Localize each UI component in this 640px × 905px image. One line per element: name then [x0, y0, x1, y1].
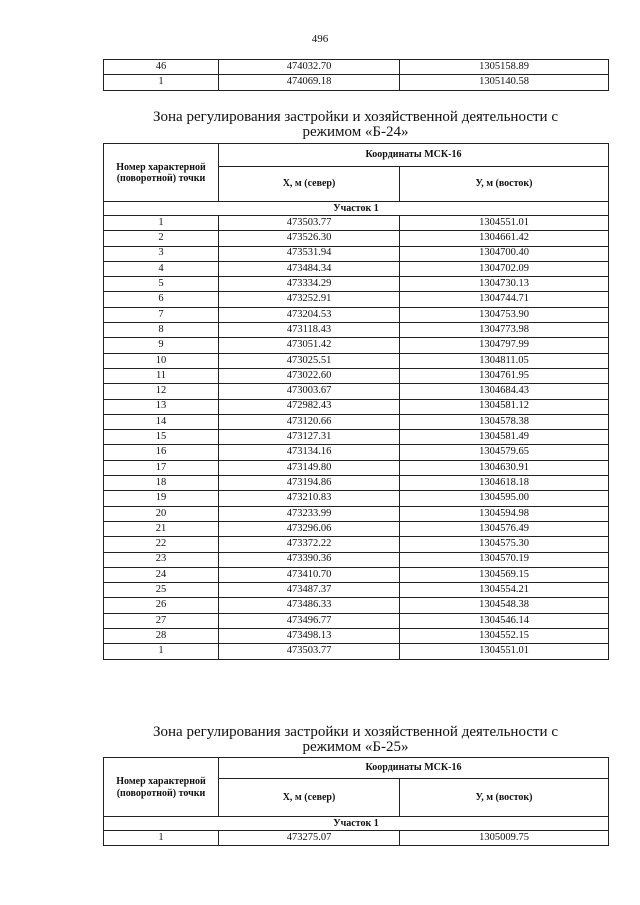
x-coordinate-cell: 473503.77 [219, 644, 400, 659]
y-coordinate-cell: 1304744.71 [400, 292, 609, 307]
point-number-cell: 22 [104, 537, 219, 552]
table-row [104, 476, 609, 491]
header-x: X, м (север) [219, 779, 400, 817]
x-coordinate-cell: 473296.06 [219, 521, 400, 536]
point-number-cell: 11 [104, 368, 219, 383]
table-row [104, 75, 609, 90]
table-row [104, 292, 609, 307]
x-coordinate-cell: 473051.42 [219, 338, 400, 353]
x-coordinate-cell: 473003.67 [219, 384, 400, 399]
y-coordinate-cell: 1304702.09 [400, 261, 609, 276]
x-coordinate-cell: 473118.43 [219, 323, 400, 338]
point-number-cell: 25 [104, 583, 219, 598]
table-row [104, 445, 609, 460]
table-row [104, 246, 609, 261]
y-coordinate-cell: 1304773.98 [400, 323, 609, 338]
point-number-cell: 14 [104, 414, 219, 429]
point-number-cell: 16 [104, 445, 219, 460]
point-number-cell: 1 [104, 75, 219, 90]
zone-b24-title-line1: Зона регулирования застройки и хозяйственной деятельности с [153, 109, 558, 125]
point-number-cell: 10 [104, 353, 219, 368]
x-coordinate-cell: 473531.94 [219, 246, 400, 261]
y-coordinate-cell: 1304595.00 [400, 491, 609, 506]
y-coordinate-cell: 1304581.12 [400, 399, 609, 414]
x-coordinate-cell: 472982.43 [219, 399, 400, 414]
zone-b25-title-line1: Зона регулирования застройки и хозяйственной деятельности с [153, 724, 558, 740]
header-point-number: Номер характерной (поворотной) точки [104, 144, 219, 202]
table-row [104, 552, 609, 567]
x-coordinate-cell: 473025.51 [219, 353, 400, 368]
table-row [104, 60, 609, 75]
y-coordinate-cell: 1304761.95 [400, 368, 609, 383]
y-coordinate-cell: 1305158.89 [400, 60, 609, 75]
point-number-cell: 20 [104, 506, 219, 521]
header-y: У, м (восток) [400, 167, 609, 202]
point-number-cell: 8 [104, 323, 219, 338]
table-row [104, 629, 609, 644]
table-row [104, 307, 609, 322]
x-coordinate-cell: 473134.16 [219, 445, 400, 460]
point-number-cell: 9 [104, 338, 219, 353]
x-coordinate-cell: 473275.07 [219, 831, 400, 846]
x-coordinate-cell: 473486.33 [219, 598, 400, 613]
y-coordinate-cell: 1304630.91 [400, 460, 609, 475]
y-coordinate-cell: 1304569.15 [400, 567, 609, 582]
point-number-cell: 6 [104, 292, 219, 307]
table-row [104, 491, 609, 506]
point-number-cell: 27 [104, 613, 219, 628]
point-number-cell: 15 [104, 430, 219, 445]
point-number-cell: 18 [104, 476, 219, 491]
y-coordinate-cell: 1304594.98 [400, 506, 609, 521]
y-coordinate-cell: 1304578.38 [400, 414, 609, 429]
y-coordinate-cell: 1304811.05 [400, 353, 609, 368]
point-number-cell: 2 [104, 231, 219, 246]
table-row [104, 644, 609, 659]
y-coordinate-cell: 1304554.21 [400, 583, 609, 598]
point-number-cell: 1 [104, 831, 219, 846]
zone-b24-title [103, 110, 608, 140]
table-row [104, 537, 609, 552]
x-coordinate-cell: 473372.22 [219, 537, 400, 552]
point-number-cell: 13 [104, 399, 219, 414]
zone-b25-title [103, 725, 608, 755]
point-number-cell: 19 [104, 491, 219, 506]
table-row [104, 414, 609, 429]
table-row [104, 521, 609, 536]
header-x: X, м (север) [219, 167, 400, 202]
zone-b24-title-line2: режимом «Б-24» [302, 124, 409, 140]
point-number-cell: 24 [104, 567, 219, 582]
x-coordinate-cell: 473120.66 [219, 414, 400, 429]
y-coordinate-cell: 1304797.99 [400, 338, 609, 353]
y-coordinate-cell: 1304551.01 [400, 216, 609, 231]
point-number-cell: 5 [104, 277, 219, 292]
point-number-cell: 12 [104, 384, 219, 399]
point-number-cell: 26 [104, 598, 219, 613]
y-coordinate-cell: 1304579.65 [400, 445, 609, 460]
point-number-cell: 17 [104, 460, 219, 475]
x-coordinate-cell: 473252.91 [219, 292, 400, 307]
table-row [104, 216, 609, 231]
x-coordinate-cell: 474032.70 [219, 60, 400, 75]
y-coordinate-cell: 1304700.40 [400, 246, 609, 261]
y-coordinate-cell: 1304684.43 [400, 384, 609, 399]
x-coordinate-cell: 473334.29 [219, 277, 400, 292]
x-coordinate-cell: 473204.53 [219, 307, 400, 322]
x-coordinate-cell: 473503.77 [219, 216, 400, 231]
x-coordinate-cell: 474069.18 [219, 75, 400, 90]
table-row [104, 567, 609, 582]
y-coordinate-cell: 1304552.15 [400, 629, 609, 644]
section-label: Участок 1 [104, 202, 609, 216]
x-coordinate-cell: 473149.80 [219, 460, 400, 475]
header-coordinates: Координаты МСК-16 [219, 758, 609, 779]
point-number-cell: 46 [104, 60, 219, 75]
zone-b24-table [103, 143, 609, 660]
x-coordinate-cell: 473410.70 [219, 567, 400, 582]
y-coordinate-cell: 1304753.90 [400, 307, 609, 322]
y-coordinate-cell: 1304730.13 [400, 277, 609, 292]
x-coordinate-cell: 473210.83 [219, 491, 400, 506]
table-row [104, 231, 609, 246]
table-row [104, 399, 609, 414]
y-coordinate-cell: 1304575.30 [400, 537, 609, 552]
x-coordinate-cell: 473194.86 [219, 476, 400, 491]
table-row [104, 323, 609, 338]
header-coordinates: Координаты МСК-16 [219, 144, 609, 167]
table-row [104, 613, 609, 628]
y-coordinate-cell: 1304576.49 [400, 521, 609, 536]
table-row [104, 277, 609, 292]
x-coordinate-cell: 473127.31 [219, 430, 400, 445]
page-number: 496 [311, 33, 329, 45]
header-y: У, м (восток) [400, 779, 609, 817]
x-coordinate-cell: 473487.37 [219, 583, 400, 598]
table-row [104, 368, 609, 383]
zone-b25-title-line2: режимом «Б-25» [302, 739, 409, 755]
top-coordinates-table [103, 59, 609, 91]
y-coordinate-cell: 1304661.42 [400, 231, 609, 246]
y-coordinate-cell: 1304548.38 [400, 598, 609, 613]
x-coordinate-cell: 473496.77 [219, 613, 400, 628]
x-coordinate-cell: 473498.13 [219, 629, 400, 644]
x-coordinate-cell: 473233.99 [219, 506, 400, 521]
y-coordinate-cell: 1305009.75 [400, 831, 609, 846]
point-number-cell: 28 [104, 629, 219, 644]
point-number-cell: 3 [104, 246, 219, 261]
table-row [104, 384, 609, 399]
y-coordinate-cell: 1304618.18 [400, 476, 609, 491]
x-coordinate-cell: 473484.34 [219, 261, 400, 276]
y-coordinate-cell: 1304581.49 [400, 430, 609, 445]
point-number-cell: 4 [104, 261, 219, 276]
point-number-cell: 7 [104, 307, 219, 322]
point-number-cell: 1 [104, 216, 219, 231]
section-label: Участок 1 [104, 817, 609, 831]
table-row [104, 261, 609, 276]
table-row [104, 460, 609, 475]
point-number-cell: 23 [104, 552, 219, 567]
table-row [104, 583, 609, 598]
x-coordinate-cell: 473390.36 [219, 552, 400, 567]
x-coordinate-cell: 473022.60 [219, 368, 400, 383]
table-row [104, 338, 609, 353]
table-row [104, 831, 609, 846]
y-coordinate-cell: 1304551.01 [400, 644, 609, 659]
y-coordinate-cell: 1304570.19 [400, 552, 609, 567]
point-number-cell: 1 [104, 644, 219, 659]
table-row [104, 353, 609, 368]
y-coordinate-cell: 1304546.14 [400, 613, 609, 628]
header-point-number: Номер характерной (поворотной) точки [104, 758, 219, 817]
y-coordinate-cell: 1305140.58 [400, 75, 609, 90]
zone-b25-table [103, 757, 609, 846]
table-row [104, 506, 609, 521]
x-coordinate-cell: 473526.30 [219, 231, 400, 246]
table-row [104, 430, 609, 445]
table-row [104, 598, 609, 613]
point-number-cell: 21 [104, 521, 219, 536]
